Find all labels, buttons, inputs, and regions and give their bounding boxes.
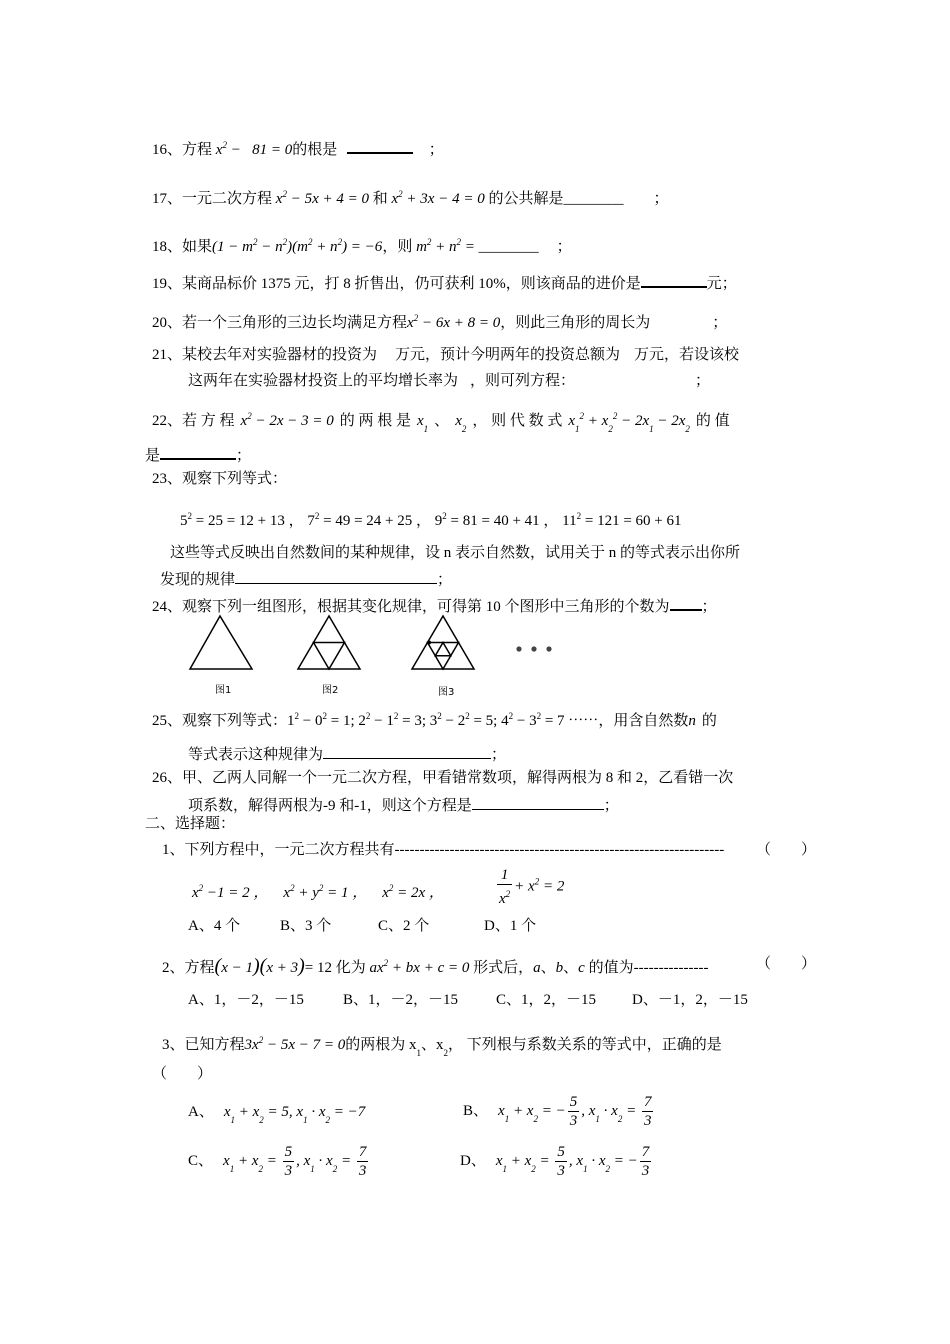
q24-end: ； [701,599,717,615]
q23-para2-text: 发现的规律 [160,572,236,588]
q20-number: 20、 [152,315,183,331]
q21-number: 21、 [152,347,183,363]
question-21-line2 [188,369,710,391]
q22-x2: $x_2$ [455,413,467,434]
c2-equals: = 12 [304,960,336,976]
q21-answer-blank[interactable] [575,369,695,385]
figure-3-triangles [412,616,474,669]
q25-number: 25、 [152,713,183,729]
q21-line2a: 这两年在实验器材投资上的平均增长率为 [188,373,459,389]
c3-option-b-formula: $x_1 + x_2$ = − $\frac{5}{3}$ , $x_1 \cdot x_2$ = $\frac{7}{3}$ [498,1094,652,1129]
choice-q3 [162,1030,722,1063]
c2-number: 2、 [162,960,185,976]
question-26-line2 [188,793,619,816]
q22-lead: 若 方 程 [182,413,235,429]
q16-end: ； [428,142,444,158]
q16-answer-blank[interactable] [347,136,413,154]
c2-option-b[interactable]: B、1，－2，－15 [343,992,459,1008]
c3-option-a-formula: $x_1 + x_2 = 5$, $x_1 \cdot x_2 = -7$ [223,1104,366,1125]
q21-line1c: 万元，若设该校 [634,347,740,363]
q24-number: 24、 [152,599,183,615]
c3-tail: 下列根与系数关系的等式中，正确的是 [466,1037,722,1053]
q24-text: 观察下列一组图形，根据其变化规律，可得第 10 个图形中三角形的个数为 [182,599,670,615]
q26-end: ； [603,798,619,814]
q22-tail: 的 值 [695,413,730,429]
q21-line2b: ，则可列方程： [470,373,576,389]
c1-option-c[interactable]: C、2 个 [378,918,430,934]
q23-para2 [160,567,452,590]
q26-number: 26、 [152,770,183,786]
q16-number: 16、 [152,142,183,158]
q21-line1b: 万元，预计今明两年的投资总额为 [395,347,621,363]
q18-answer-blank[interactable]: ________ [478,239,539,255]
c2-standard-form: $ax^2$ + bx + c = 0 [365,958,474,976]
q25-equalities: $1^2 - 0^2 = 1$; $2^2 - 1^2 = 3$; $3^2 - 2^2 = 5$; $4^2 - 3^2 = 7$ [287,711,569,729]
ellipsis-dots [516,646,551,651]
question-16 [152,135,444,160]
q24-answer-blank[interactable] [670,593,702,611]
q18-end: ； [556,239,572,255]
q21-blank-b[interactable] [620,343,634,359]
q25-end: ； [491,747,507,763]
q22-mid2: ， 则 代 数 式 [472,413,563,429]
figure-2-caption: 图2 [322,685,339,696]
q25-ellipsis: ⋯⋯ [568,713,599,729]
q26-line1: 甲、乙两人同解一个一元二次方程，甲看错常数项，解得两根为 8 和 2，乙看错一次 [182,770,734,786]
q16-tail: 的根是 [292,142,338,158]
c3-option-c-label: C、 [188,1152,214,1169]
q17-answer-blank[interactable]: ________ [563,191,624,207]
c3-option-d-label: D、 [460,1152,486,1169]
question-20 [152,308,727,333]
c1-dashes: ------------------------------------------------------------------ [394,842,725,858]
c3-option-b-label: B、 [463,1102,489,1119]
q21-line1a: 某校去年对实验器材的投资为 [182,347,378,363]
figure-1-triangle [190,616,252,669]
c2-dashes: --------------- [633,960,709,976]
q18-expression: $m^2 + n^2$ = [412,237,479,255]
c1-option-a[interactable]: A、4 个 [188,918,241,934]
q22-equation: $x^2 - 2x - 3 = 0$ [240,411,334,429]
c3-option-d-formula: $x_1 + x_2$ = $\frac{5}{3}$ , $x_1 \cdot x_2$ = − $\frac{7}{3}$ [495,1144,650,1179]
c1-equations: $x^2 -1 = 2$ ， $x^2 + y^2 = 1$ ， $x^2 = 2x$ ， [192,883,448,901]
question-19 [152,270,737,294]
figure-3-caption: 图3 [438,687,455,698]
c3-answer-paren[interactable]: （ ） [152,1066,213,1082]
c3-roots: $x_1$、$x_2$， [405,1037,467,1058]
q25-variable: n [688,713,696,729]
q20-end: ； [712,315,728,331]
q19-number: 19、 [152,276,183,292]
q23-number: 23、 [152,471,183,487]
figure-1-caption: 图1 [215,685,232,696]
q26-line2: 项系数，解得两根为-9 和-1，则这个方程是 [188,798,472,814]
question-22-line2 [145,442,251,466]
q22-expression: $x_1^2 + x_2^2 - 2x_1 - 2x_2$ [568,411,690,434]
question-18 [152,232,572,257]
q25-answer-blank[interactable] [323,742,491,759]
q20-tail: ，则此三角形的周长为 [500,315,651,331]
c2-mid: 化为 [335,960,366,976]
q19-answer-blank[interactable] [641,270,707,288]
c3-mid: 的两根为 [345,1037,406,1053]
c1-text: 下列方程中，一元二次方程共有 [184,842,395,858]
q18-lead: 如果 [182,239,213,255]
q17-number: 17、 [152,191,183,207]
question-23 [152,469,287,489]
c3-option-c[interactable] [188,1143,370,1180]
q25-line2: 等式表示这种规律为 [188,747,324,763]
q21-end: ； [695,373,711,389]
question-22-line1 [152,406,730,439]
q26-answer-blank[interactable] [472,793,604,810]
question-25-line2 [188,742,506,765]
q25-tail: ，用含自然数 [598,713,689,729]
q17-eq2: $x^2 + 3x - 4 = 0$ [387,189,489,207]
q22-mid1: 的 两 根 是 [339,413,411,429]
q17-mid: 和 [372,191,388,207]
q20-lead: 若一个三角形的三边长均满足方程 [182,315,408,331]
c2-option-d[interactable]: D、－1，2，－15 [632,992,748,1008]
question-17 [152,184,668,209]
section-2-heading: 二、选择题： [145,816,236,832]
c2-option-c[interactable]: C、1，2，－15 [496,992,597,1008]
q20-equation: $x^2 - 6x + 8 = 0$ [407,313,501,331]
q17-end: ； [653,191,669,207]
q22-end: ； [236,448,252,464]
c3-number: 3、 [162,1037,185,1053]
c2-tail: 的值为 [588,960,634,976]
question-26-line1 [152,768,733,788]
q20-answer-blank[interactable] [650,311,712,327]
q18-number: 18、 [152,239,183,255]
c2-answer-paren[interactable]: （ ） [756,956,817,972]
q16-equation: $x^2 - 81 = 0$ [212,140,293,158]
q22-sep: 、 [434,413,450,429]
question-25-line1 [152,706,717,731]
q22-line2: 是 [145,448,161,464]
q19-text: 某商品标价 1375 元，打 8 折售出，仍可获利 10%，则该商品的进价是 [182,276,641,292]
c3-lead: 已知方程 [184,1037,245,1053]
choice-q2: 2、方程(x − 1)(x + 3)= 12 化为 $ax^2$ + bx + c = 0 形式后，a、b、c 的值为--------------- [162,955,709,977]
q23-end: ； [437,572,453,588]
c2-lead: 方程 [184,960,215,976]
q19-end: 元； [706,276,737,292]
c3-option-c-formula: $x_1 + x_2$ = $\frac{5}{3}$ , $x_1 \cdot x_2$ = $\frac{7}{3}$ [223,1144,367,1179]
q22-answer-blank[interactable] [160,442,236,460]
c2-mid2: 形式后， [473,960,534,976]
c2-coefficients: a [533,960,541,976]
q17-lead: 一元二次方程 [182,191,273,207]
q22-number: 22、 [152,413,183,429]
q23-answer-blank[interactable] [235,567,437,584]
question-21-line1 [152,343,739,365]
c1-answer-paren[interactable]: （ ） [756,842,817,858]
c1-option-d[interactable]: D、1 个 [484,918,537,934]
q24-triangle-figures [180,612,570,674]
c2-equation: (x − 1)(x + 3) [214,955,305,977]
c3-equation: $3x^2 - 5x - 7 = 0$ [244,1035,346,1053]
q21-blank-c[interactable] [458,369,470,385]
figure-2-triangles [298,616,360,669]
q18-mid: ，则 [382,239,413,255]
q25-lead: 观察下列等式： [182,713,288,729]
q23-equalities: $5^2 = 25 = 12 + 13$ ， $7^2 = 49 = 24 + 25$ ， $9^2 = 81 = 40 + 41$ ， $11^2 = 121 = 60 + 61$ [180,511,682,529]
q25-tail2: 的 [701,713,717,729]
c3-option-d[interactable] [460,1143,653,1180]
q17-eq1: $x^2 - 5x + 4 = 0$ [272,189,373,207]
c1-fraction-equation: $\frac{1}{x^2}$ + $x^2 = 2$ [499,867,565,907]
q21-blank-a[interactable] [377,343,395,359]
c3-option-a-label: A、 [188,1104,214,1120]
c2-option-a[interactable]: A、1，－2，－15 [188,992,304,1008]
q23-para1: 这些等式反映出自然数间的某种规律，设 n 表示自然数，试用关于 n 的等式表示出你所 [170,545,741,561]
q18-equation: $(1 - m^2 - n^2)(m^2 + n^2) = -6$ [212,237,383,255]
q16-lead: 方程 [182,142,213,158]
c1-number: 1、 [162,842,185,858]
choice-q1 [162,840,724,860]
c3-option-b[interactable] [463,1093,655,1130]
q17-tail: 的公共解是 [488,191,564,207]
q23-title: 观察下列等式： [182,471,288,487]
q22-x1: $x_1$ [417,413,429,434]
c3-option-a[interactable] [188,1102,365,1130]
c1-option-b[interactable]: B、3 个 [280,918,332,934]
